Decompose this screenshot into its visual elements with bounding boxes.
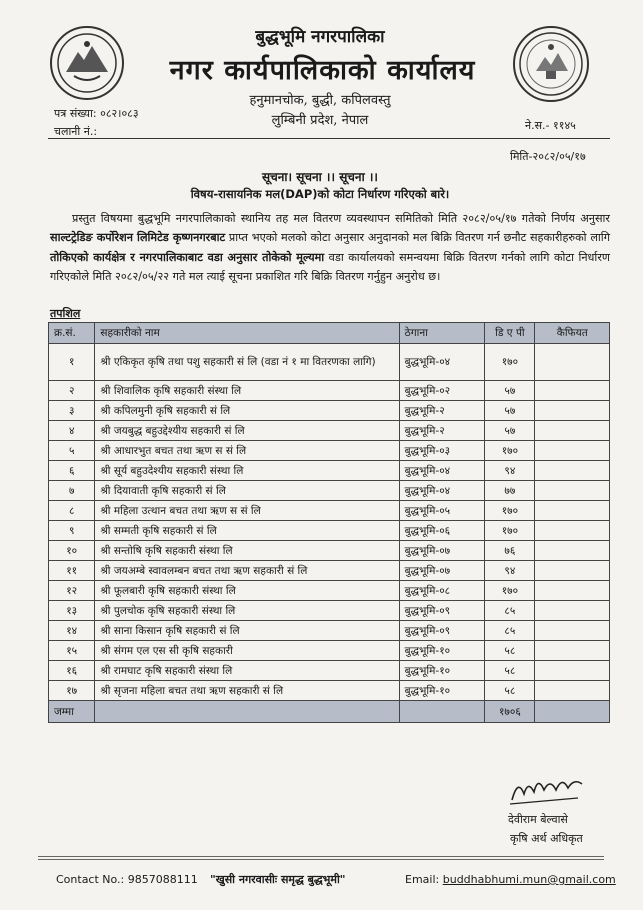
- dispatch-number: चलानी नं.:: [54, 125, 98, 138]
- dap-quota-cell: १७०: [485, 501, 535, 521]
- dap-quota-cell: १७०: [485, 344, 535, 381]
- cooperative-name-cell: श्री फूलबारी कृषि सहकारी संस्था लि: [95, 581, 399, 601]
- address-cell: बुद्धभूमि-०८: [399, 581, 485, 601]
- serial-cell: ९: [49, 521, 95, 541]
- dap-quota-cell: ५८: [485, 641, 535, 661]
- table-row: [49, 661, 610, 681]
- remarks-cell: [535, 441, 610, 461]
- footer-rule-top: [38, 856, 604, 857]
- reference-number: ने.स.- ११४५: [525, 119, 576, 132]
- serial-cell: १: [49, 344, 95, 381]
- table-row: [49, 541, 610, 561]
- cooperative-name-cell: श्री एकिकृत कृषि तथा पशु सहकारी सं लि (वडा नं १ मा वितरणका लागि): [95, 344, 399, 381]
- table-row: [49, 501, 610, 521]
- cooperative-quota-table: [48, 322, 610, 723]
- dap-quota-cell: ५८: [485, 681, 535, 701]
- dap-quota-cell: ९४: [485, 561, 535, 581]
- cooperative-name-cell: श्री सृजना महिला बचत तथा ऋण सहकारी सं लि: [95, 681, 399, 701]
- cooperative-name-cell: श्री जयअम्बे स्वावलम्बन बचत तथा ऋण सहकारी सं लि: [95, 561, 399, 581]
- notice-subject: विषय-रासायनिक मल(DAP)को कोटा निर्धारण गरिएको बारे।: [190, 187, 450, 201]
- remarks-cell: [535, 641, 610, 661]
- dap-quota-cell: ८५: [485, 601, 535, 621]
- address-cell: बुद्धभूमि-०४: [399, 481, 485, 501]
- remarks-cell: [535, 581, 610, 601]
- address-cell: बुद्धभूमि-०४: [399, 344, 485, 381]
- address-cell: बुद्धभूमि-०२: [399, 381, 485, 401]
- serial-cell: १५: [49, 641, 95, 661]
- serial-cell: ५: [49, 441, 95, 461]
- address-cell: बुद्धभूमि-०७: [399, 541, 485, 561]
- table-row: [49, 621, 610, 641]
- supplier-name: साल्टट्रेडिङ कर्पोरेशन लिमिटेड कृष्णनगरबाट: [50, 231, 226, 245]
- remarks-cell: [535, 521, 610, 541]
- cooperative-name-cell: श्री आधारभुत बचत तथा ऋण स सं लि: [95, 441, 399, 461]
- serial-cell: ३: [49, 401, 95, 421]
- serial-cell: २: [49, 381, 95, 401]
- notice-body: प्रस्तुत विषयमा बुद्धभूमि नगरपालिकाको स्थानिय तह मल वितरण व्यवस्थापन समितिको मिति २०८२/०५/१७ गतेको निर्णय अनुसार साल्टट्रेडिङ कर्पोरेशन लिमिटेड कृष्णनगरबाट प्राप्त भएको मलको कोटा अनुसार अनुदानको मल बिक्रि वितरण गर्न छनौट सहकारीहरुको लागि तोकिएको कार्यक्षेत्र र नगरपालिकाबाट वडा अनुसार तोकेको मूल्यमा वडा कार्यालयको समन्वयमा बिक्रि वितरण गर्नको लागि कोटा निर्धारण गरिएकोले मिति २०८२/०५/२२ गते मल त्याई सूचना प्रकाशित गरि बिक्रि वितरण गर्नुहुन अनुरोध छ।: [50, 212, 610, 283]
- serial-cell: ८: [49, 501, 95, 521]
- notice-heading: सूचना। सूचना ।। सूचना ।।: [262, 170, 378, 184]
- table-header-row: [49, 323, 610, 344]
- table-row: [49, 461, 610, 481]
- address-cell: बुद्धभूमि-०५: [399, 501, 485, 521]
- email-line: Email: buddhabhumi.mun@gmail.com: [405, 873, 616, 886]
- table-caption: तपशिल: [50, 307, 81, 320]
- address-cell: बुद्धभूमि-२: [399, 401, 485, 421]
- dap-quota-cell: १७०: [485, 441, 535, 461]
- price-condition: तोकिएको कार्यक्षेत्र र नगरपालिकाबाट वडा अनुसार तोकेको मूल्यमा: [50, 250, 325, 264]
- table-row: [49, 681, 610, 701]
- serial-cell: ६: [49, 461, 95, 481]
- address-cell: बुद्धभूमि-०४: [399, 461, 485, 481]
- address-cell: बुद्धभूमि-०९: [399, 601, 485, 621]
- header-name: सहकारीको नाम: [95, 323, 399, 344]
- address-cell: बुद्धभूमि-१०: [399, 641, 485, 661]
- cooperative-name-cell: श्री संगम एल एस सी कृषि सहकारी: [95, 641, 399, 661]
- address-cell: बुद्धभूमि-०७: [399, 561, 485, 581]
- cooperative-name-cell: श्री कपिलमुनी कृषि सहकारी सं लि: [95, 401, 399, 421]
- cooperative-name-cell: श्री महिला उत्थान बचत तथा ऋण स सं लि: [95, 501, 399, 521]
- remarks-cell: [535, 501, 610, 521]
- address-line-2: लुम्बिनी प्रदेश, नेपाल: [271, 113, 369, 128]
- table-total-row: [49, 701, 610, 723]
- cooperative-name-cell: श्री साना किसान कृषि सहकारी सं लि: [95, 621, 399, 641]
- cooperative-name-cell: श्री दियावाती कृषि सहकारी सं लि: [95, 481, 399, 501]
- total-dap: १७०६: [485, 701, 535, 723]
- table-row: [49, 401, 610, 421]
- dap-quota-cell: ९४: [485, 461, 535, 481]
- serial-cell: १७: [49, 681, 95, 701]
- office-name: नगर कार्यपालिकाको कार्यालय: [169, 55, 476, 86]
- remarks-cell: [535, 661, 610, 681]
- address-cell: बुद्धभूमि-२: [399, 421, 485, 441]
- signatory-designation: कृषि अर्थ अधिकृत: [510, 832, 583, 845]
- remarks-cell: [535, 681, 610, 701]
- total-label: जम्मा: [49, 701, 95, 723]
- dap-quota-cell: ५७: [485, 401, 535, 421]
- cooperative-name-cell: श्री पुलचोक कृषि सहकारी संस्था लि: [95, 601, 399, 621]
- cooperative-name-cell: श्री शिवालिक कृषि सहकारी संस्था लि: [95, 381, 399, 401]
- remarks-cell: [535, 601, 610, 621]
- cooperative-name-cell: श्री जयबुद्ध बहुउद्देश्यीय सहकारी सं लि: [95, 421, 399, 441]
- table-row: [49, 441, 610, 461]
- remarks-cell: [535, 401, 610, 421]
- remarks-cell: [535, 561, 610, 581]
- dap-quota-cell: ५८: [485, 661, 535, 681]
- remarks-cell: [535, 461, 610, 481]
- dap-quota-cell: ५७: [485, 421, 535, 441]
- header-dap: डि ए पी: [485, 323, 535, 344]
- contact-number: Contact No.: 9857088111: [56, 873, 198, 886]
- letter-date: मिति-२०८२/०५/१७: [510, 150, 586, 163]
- table-row: [49, 561, 610, 581]
- remarks-cell: [535, 381, 610, 401]
- table-row: [49, 641, 610, 661]
- remarks-cell: [535, 421, 610, 441]
- serial-cell: १०: [49, 541, 95, 561]
- address-cell: बुद्धभूमि-०३: [399, 441, 485, 461]
- table-row: [49, 421, 610, 441]
- dap-quota-cell: ८५: [485, 621, 535, 641]
- header-divider: [48, 138, 610, 139]
- table-row: [49, 521, 610, 541]
- remarks-cell: [535, 621, 610, 641]
- serial-cell: ११: [49, 561, 95, 581]
- dap-quota-cell: ५७: [485, 381, 535, 401]
- address-cell: बुद्धभूमि-१०: [399, 661, 485, 681]
- header-address: ठेगाना: [399, 323, 485, 344]
- serial-cell: १६: [49, 661, 95, 681]
- email-link[interactable]: buddhabhumi.mun@gmail.com: [442, 873, 616, 886]
- slogan: "खुसी नगरवासीः समृद्ध बुद्धभूमी": [210, 873, 346, 886]
- table-row: [49, 601, 610, 621]
- header-serial: क्र.सं.: [49, 323, 95, 344]
- cooperative-name-cell: श्री सम्मती कृषि सहकारी सं लि: [95, 521, 399, 541]
- table-row: [49, 381, 610, 401]
- address-cell: बुद्धभूमि-१०: [399, 681, 485, 701]
- remarks-cell: [535, 541, 610, 561]
- serial-cell: ७: [49, 481, 95, 501]
- address-cell: बुद्धभूमि-०९: [399, 621, 485, 641]
- dap-quota-cell: ७६: [485, 541, 535, 561]
- serial-cell: ४: [49, 421, 95, 441]
- serial-cell: १४: [49, 621, 95, 641]
- municipality-name: बुद्धभूमि नगरपालिका: [255, 27, 385, 47]
- table-row: [49, 344, 610, 381]
- serial-cell: १२: [49, 581, 95, 601]
- remarks-cell: [535, 344, 610, 381]
- address-line-1: हनुमानचोक, बुद्धी, कपिलवस्तु: [249, 93, 391, 108]
- dap-quota-cell: १७०: [485, 521, 535, 541]
- letter-number: पत्र संख्या: ०८२।०८३: [54, 107, 139, 120]
- cooperative-name-cell: श्री रामघाट कृषि सहकारी संस्था लि: [95, 661, 399, 681]
- signature: [508, 770, 586, 810]
- table-row: [49, 581, 610, 601]
- footer-rule-bottom: [38, 859, 604, 860]
- cooperative-name-cell: श्री सूर्य बहुउदेश्यीय सहकारी संस्था लि: [95, 461, 399, 481]
- table-row: [49, 481, 610, 501]
- dap-quota-cell: १७०: [485, 581, 535, 601]
- cooperative-name-cell: श्री सन्तोषि कृषि सहकारी संस्था लि: [95, 541, 399, 561]
- dap-quota-cell: ७७: [485, 481, 535, 501]
- header-remarks: कैफियत: [535, 323, 610, 344]
- serial-cell: १३: [49, 601, 95, 621]
- signatory-name: देवीराम बेल्वासे: [508, 813, 568, 826]
- remarks-cell: [535, 481, 610, 501]
- address-cell: बुद्धभूमि-०६: [399, 521, 485, 541]
